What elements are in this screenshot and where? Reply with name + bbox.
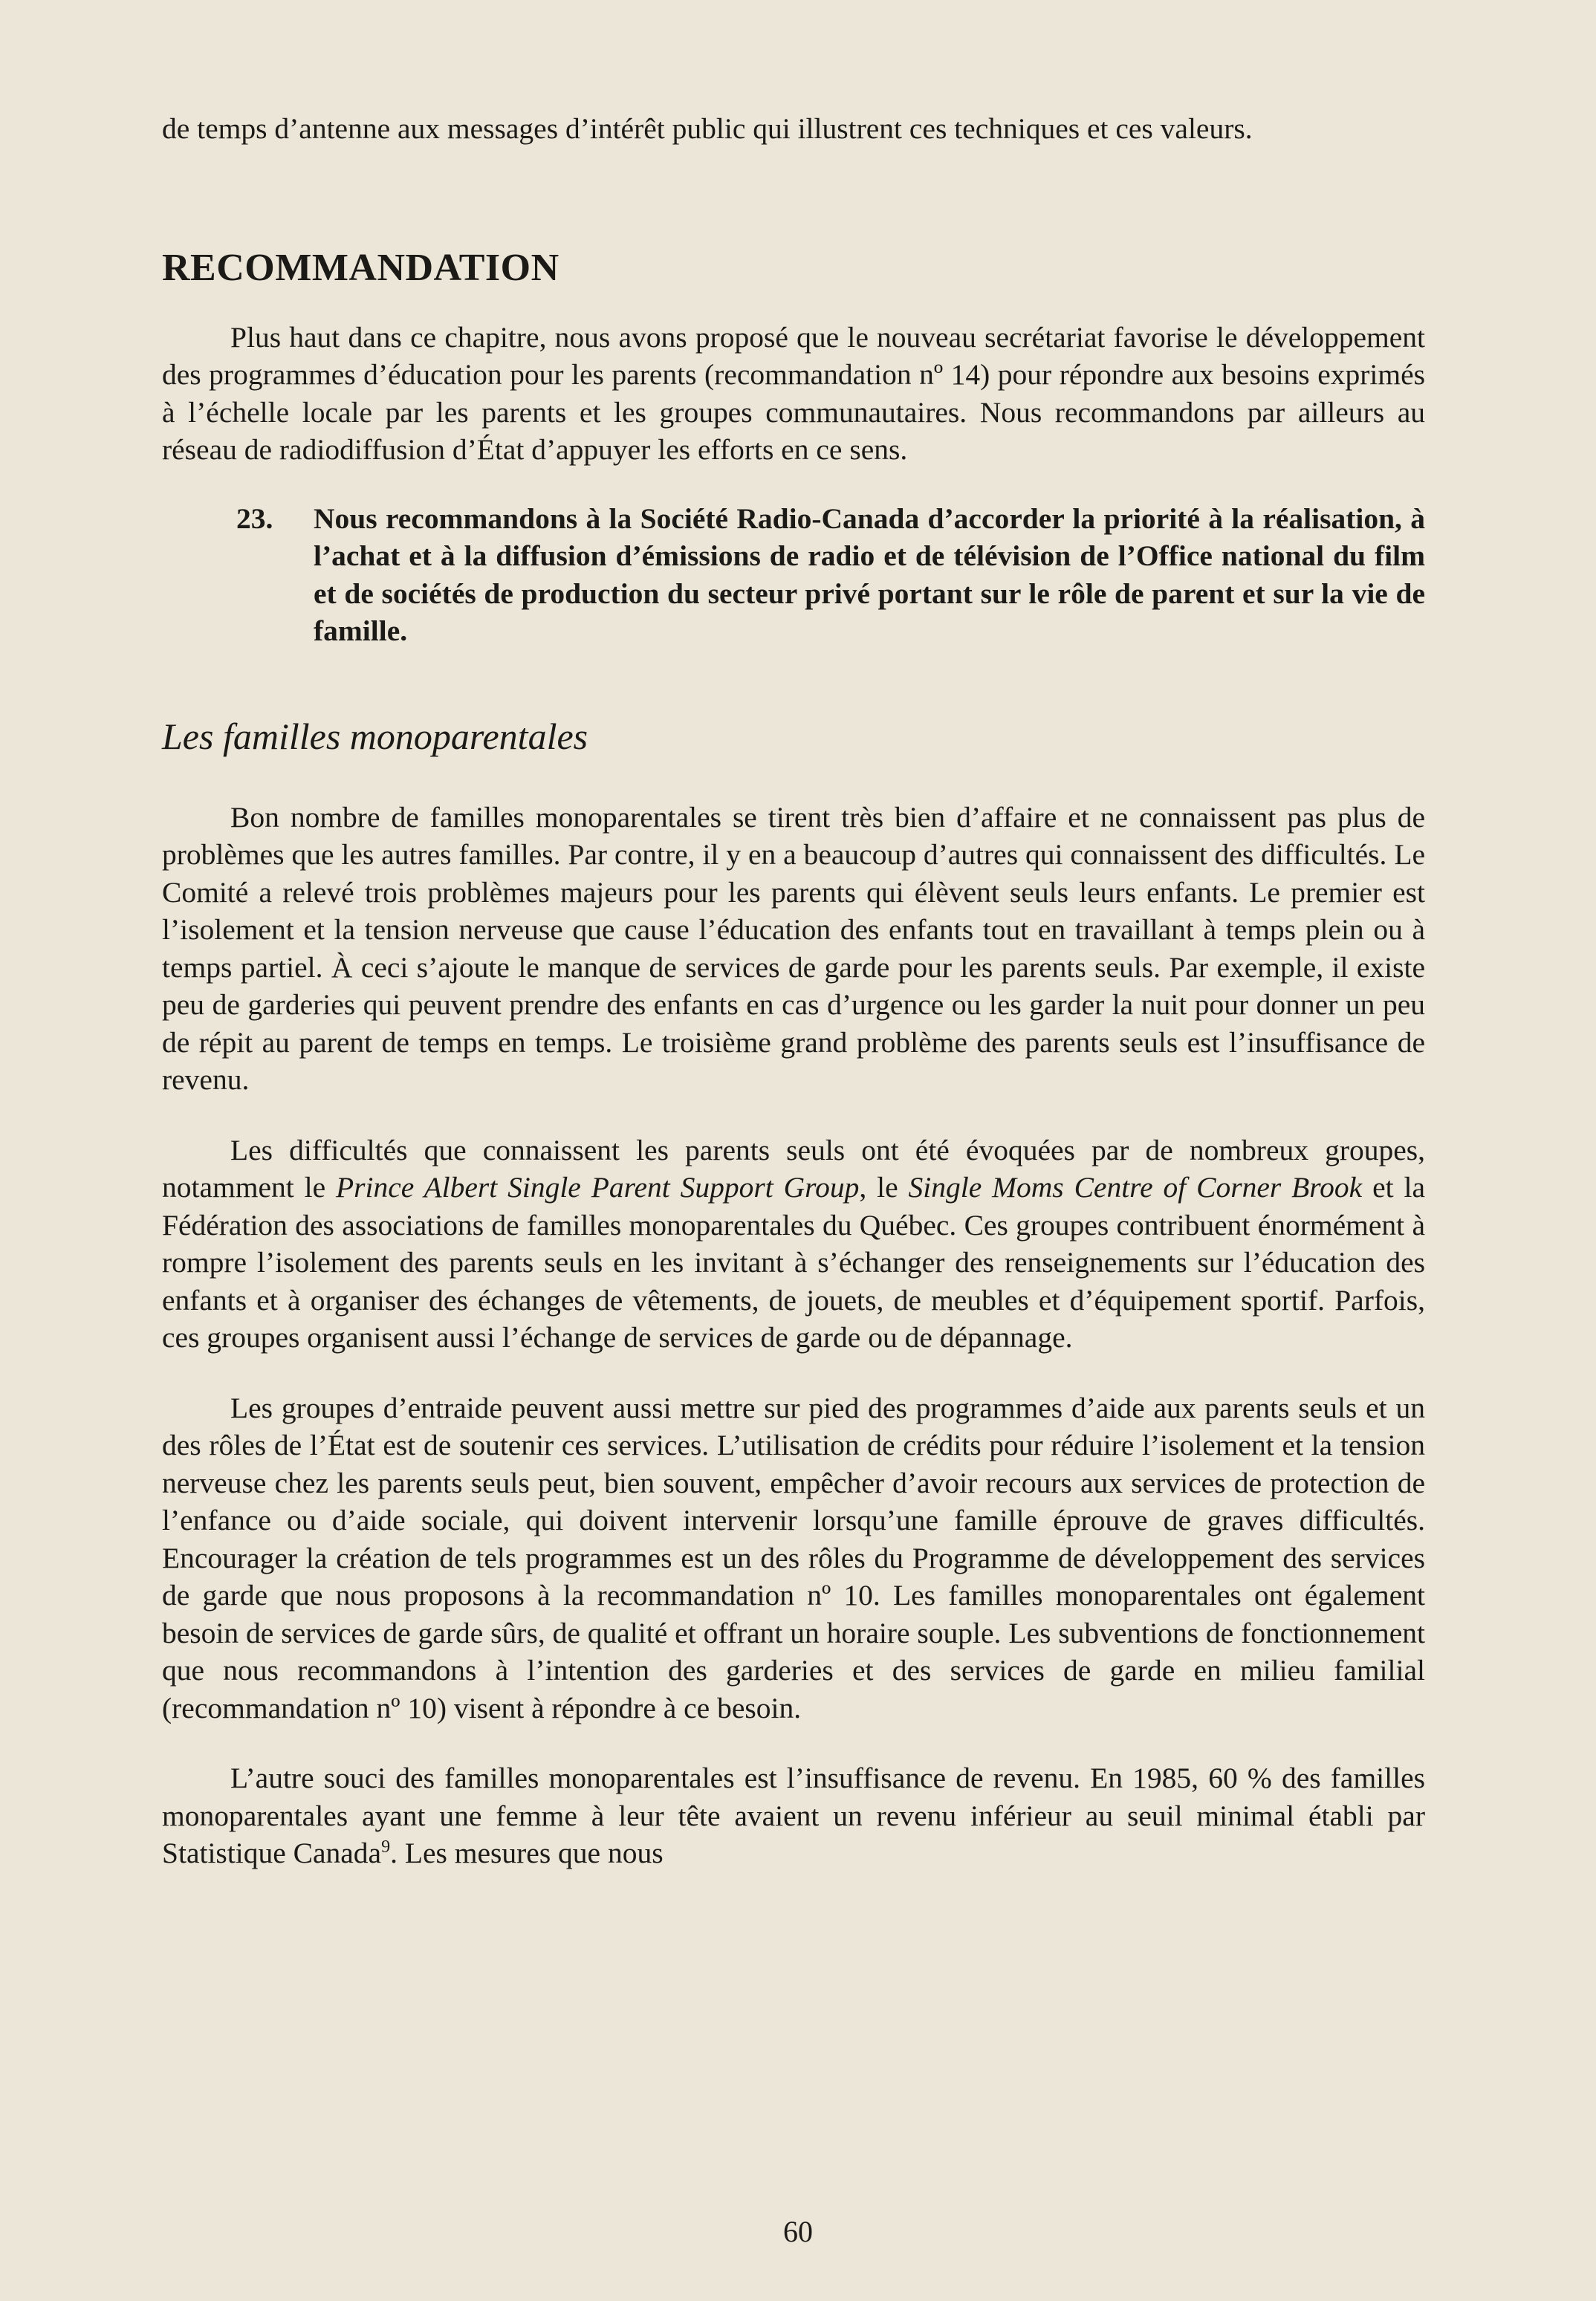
paragraph-text: . Les mesures que nous bbox=[390, 1837, 664, 1869]
paragraph-single-parent-problems: Bon nombre de familles monoparentales se tirent très bien d’affaire et ne connaissent pas plus de problèmes que les autres familles. Par contre, il y en a beaucoup d’autres qui connaissent des difficultés. Le Comité a relevé trois problèmes majeurs pour les parents qui élèvent seuls leurs enfants. Le premier est l’isolement et la tension nerveuse que cause l’éducation des enfants tout en travaillant à temps plein ou à temps partiel. À ceci s’ajoute le manque de services de garde pour les parents seuls. Par exemple, il existe peu de garderies qui peuvent prendre des enfants en cas d’urgence ou les garder la nuit pour donner un peu de répit au parent de temps en temps. Le troisième grand problème des parents seuls est l’insuffisance de revenu. bbox=[162, 800, 1425, 1096]
paragraph-text: et la Fédération des associations de familles monoparentales du Québec. Ces groupes contribuent énormément à rompre l’isolement des parents seuls en les invitant à s’échanger des renseignements sur l’éducation des enfants et à organiser des échanges de vêtements, de jouets, de meubles et d’équipement sportif. Parfois, ces groupes organisent aussi l’échange de services de garde ou de dépannage. bbox=[162, 1171, 1425, 1354]
footnote-marker: 9 bbox=[381, 1837, 391, 1857]
page-number: 60 bbox=[783, 2215, 813, 2248]
section-title: Les familles monoparentales bbox=[162, 715, 588, 757]
recommendation-heading: RECOMMANDATION bbox=[162, 246, 559, 289]
recommendation-text: Nous recommandons à la Société Radio-Canada d’accorder la priorité à la réalisation, à l’achat et à la diffusion d’émissions de radio et de télévision de l’Office national du film et de sociétés de production du secteur privé portant sur le rôle de parent et sur la vie de famille. bbox=[314, 502, 1425, 647]
paragraph-self-help-groups: Les groupes d’entraide peuvent aussi mettre sur pied des programmes d’aide aux parents seuls et un des rôles de l’État est de soutenir ces services. L’utilisation de crédits pour réduire l’isolement et la tension nerveuse chez les parents seuls peut, bien souvent, empêcher d’avoir recours aux services de protection de l’enfance ou d’aide sociale, qui doivent intervenir lorsqu’une famille éprouve de graves difficultés. Encourager la création de tels programmes est un des rôles du Programme de développement des services de garde que nous proposons à la recommandation nº 10. Les familles monoparentales ont également besoin de services de garde sûrs, de qualité et offrant un horaire souple. Les subventions de fonctionnement que nous recommandons à l’intention des garderies et des services de garde en milieu familial (recommandation nº 10) visent à répondre à ce besoin. bbox=[162, 1391, 1425, 1724]
group-name: Single Moms Centre of Corner Brook bbox=[908, 1171, 1363, 1204]
recommendation-number: 23. bbox=[236, 502, 273, 535]
paragraph-income bbox=[162, 1759, 1425, 1872]
page-body bbox=[162, 110, 1425, 1872]
recommendation-intro-paragraph: Plus haut dans ce chapitre, nous avons proposé que le nouveau secrétariat favorise le développement des programmes d’éducation pour les parents (recommandation nº 14) pour répondre aux besoins exprimés à l’échelle locale par les parents et les groupes communautaires. Nous recommandons par ailleurs au réseau de radiodiffusion d’État d’appuyer les efforts en ce sens. bbox=[162, 320, 1425, 466]
paragraph-text: , le bbox=[859, 1171, 909, 1204]
paragraph-text: L’autre souci des familles monoparentales est l’insuffisance de revenu. En 1985, 60 % des familles monoparentales ayant une femme à leur tête avaient un revenu inférieur au seuil minimal établi par Statistique Canada bbox=[162, 1762, 1425, 1869]
continued-paragraph: de temps d’antenne aux messages d’intérêt public qui illustrent ces techniques et ces valeurs. bbox=[162, 112, 1253, 145]
paragraph-text: Les difficultés que connaissent les parents seuls ont été évoquées par de nombreux groupes, notamment le bbox=[162, 1133, 1425, 1204]
recommendation-23 bbox=[162, 500, 1425, 650]
paragraph-support-groups bbox=[162, 1132, 1425, 1357]
group-name: Prince Albert Single Parent Support Group bbox=[336, 1171, 860, 1204]
